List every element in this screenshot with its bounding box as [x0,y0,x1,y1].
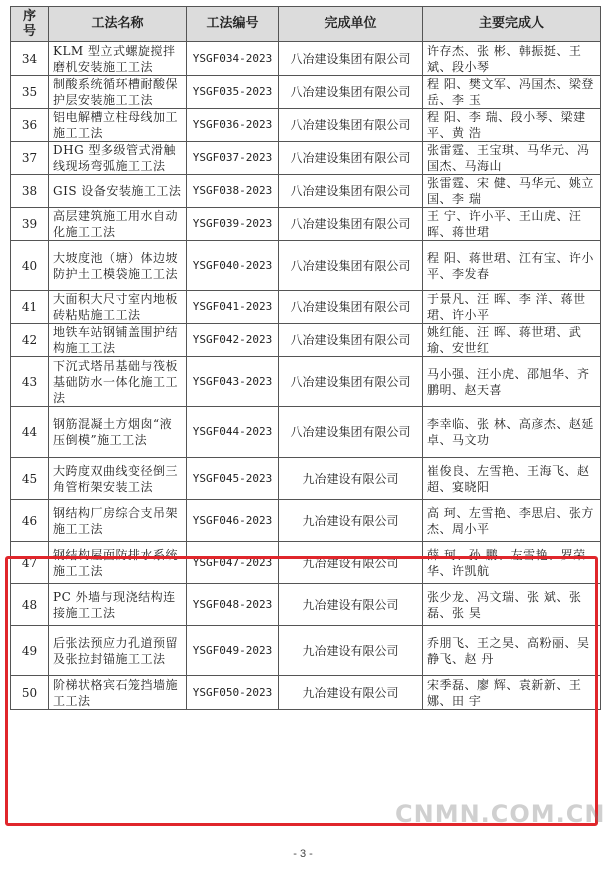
cell-code: YSGF047-2023 [187,542,279,584]
cell-people: 马小强、汪小虎、邵旭华、齐鹏明、赵天喜 [423,357,601,407]
cell-name: 下沉式塔吊基础与筏板基础防水一体化施工工法 [49,357,187,407]
cell-code: YSGF049-2023 [187,626,279,676]
cell-code: YSGF041-2023 [187,291,279,324]
header-code: 工法编号 [187,7,279,42]
cell-no: 38 [11,175,49,208]
table-row [11,175,601,208]
cell-unit: 八冶建设集团有限公司 [279,357,423,407]
table-row [11,542,601,584]
cell-unit: 八冶建设集团有限公司 [279,324,423,357]
cell-unit: 九冶建设有限公司 [279,542,423,584]
header-row [11,7,601,42]
cell-people: 张雷霆、宋 健、马华元、姚立国、李 瑞 [423,175,601,208]
table-row [11,324,601,357]
table-row [11,407,601,458]
cell-name: 大坡度池（塘）体边坡防护土工模袋施工工法 [49,241,187,291]
page-number: - 3 - [293,848,313,860]
cell-people: 崔俊良、左雪艳、王海飞、赵 超、宴晓阳 [423,458,601,500]
cell-unit: 八冶建设集团有限公司 [279,175,423,208]
cell-no: 34 [11,42,49,76]
cell-name: 制酸系统循环槽耐酸保护层安装施工工法 [49,76,187,109]
cell-people: 王 宁、许小平、王山虎、汪 晖、蒋世珺 [423,208,601,241]
cell-people: 姚红能、汪 晖、蒋世珺、武 瑜、安世红 [423,324,601,357]
cell-unit: 九冶建设有限公司 [279,676,423,710]
header-name: 工法名称 [49,7,187,42]
cell-name: GIS 设备安装施工工法 [49,175,187,208]
cell-no: 44 [11,407,49,458]
table-row [11,500,601,542]
cell-name: PC 外墙与现浇结构连接施工工法 [49,584,187,626]
cell-unit: 八冶建设集团有限公司 [279,407,423,458]
cell-code: YSGF036-2023 [187,109,279,142]
cell-code: YSGF048-2023 [187,584,279,626]
cell-people: 张雷霆、王宝琪、马华元、冯国杰、马海山 [423,142,601,175]
cell-name: 高层建筑施工用水自动化施工工法 [49,208,187,241]
cell-code: YSGF046-2023 [187,500,279,542]
table-row [11,584,601,626]
cell-unit: 九冶建设有限公司 [279,458,423,500]
cell-no: 41 [11,291,49,324]
cell-no: 36 [11,109,49,142]
cell-name: 阶梯状格宾石笼挡墙施工工法 [49,676,187,710]
cell-name: 大跨度双曲线变径倒三角管桁架安装工法 [49,458,187,500]
cell-no: 45 [11,458,49,500]
cell-no: 48 [11,584,49,626]
cell-name: 钢结构屋面防排水系统施工工法 [49,542,187,584]
cell-no: 42 [11,324,49,357]
cell-no: 47 [11,542,49,584]
cell-name: 铝电解槽立柱母线加工施工工法 [49,109,187,142]
cell-name: 地铁车站钢铺盖围护结构施工工法 [49,324,187,357]
cell-people: 于景凡、汪 晖、李 洋、蒋世珺、许小平 [423,291,601,324]
cell-code: YSGF034-2023 [187,42,279,76]
header-no: 序 号 [11,7,49,42]
table-row [11,458,601,500]
header-unit: 完成单位 [279,7,423,42]
cell-people: 李幸临、张 林、高彦杰、赵延卓、马文功 [423,407,601,458]
cell-name: KLM 型立式螺旋搅拌磨机安装施工工法 [49,42,187,76]
cell-no: 35 [11,76,49,109]
cell-name: 后张法预应力孔道预留及张拉封锚施工工法 [49,626,187,676]
cell-unit: 九冶建设有限公司 [279,584,423,626]
cell-people: 高 珂、左雪艳、李思启、张方杰、周小平 [423,500,601,542]
cell-no: 50 [11,676,49,710]
cell-unit: 八冶建设集团有限公司 [279,42,423,76]
table-row [11,241,601,291]
cell-code: YSGF040-2023 [187,241,279,291]
cell-code: YSGF050-2023 [187,676,279,710]
cell-no: 39 [11,208,49,241]
table-row [11,208,601,241]
table-row [11,626,601,676]
cell-unit: 八冶建设集团有限公司 [279,208,423,241]
cell-people: 宋季磊、廖 辉、袁新新、王 娜、田 宇 [423,676,601,710]
header-people: 主要完成人 [423,7,601,42]
table-row [11,142,601,175]
cell-code: YSGF043-2023 [187,357,279,407]
cell-unit: 八冶建设集团有限公司 [279,76,423,109]
cell-code: YSGF039-2023 [187,208,279,241]
cell-name: 大面积大尺寸室内地板砖粘贴施工工法 [49,291,187,324]
cell-unit: 八冶建设集团有限公司 [279,291,423,324]
cell-unit: 九冶建设有限公司 [279,626,423,676]
method-table [10,6,601,710]
cell-people: 张少龙、冯文瑞、张 斌、张 磊、张 昊 [423,584,601,626]
cell-no: 46 [11,500,49,542]
cell-people: 薛 珂、孙 鹏、左雪艳、罗荣华、许凯航 [423,542,601,584]
cell-people: 乔朋飞、王之昊、高粉丽、吴静飞、赵 丹 [423,626,601,676]
table-row [11,42,601,76]
table-row [11,291,601,324]
cell-people: 程 阳、樊文军、冯国杰、梁登岳、李 玉 [423,76,601,109]
table-row [11,76,601,109]
cell-name: DHG 型多级管式滑触线现场弯弧施工工法 [49,142,187,175]
watermark: CNMN.COM.CN [395,800,606,828]
cell-unit: 八冶建设集团有限公司 [279,109,423,142]
cell-people: 程 阳、李 瑞、段小琴、梁建平、黄 浩 [423,109,601,142]
cell-name: 钢筋混凝土方烟囱“液压倒模”施工工法 [49,407,187,458]
cell-code: YSGF042-2023 [187,324,279,357]
cell-unit: 八冶建设集团有限公司 [279,142,423,175]
cell-unit: 八冶建设集团有限公司 [279,241,423,291]
cell-no: 43 [11,357,49,407]
cell-no: 40 [11,241,49,291]
cell-unit: 九冶建设有限公司 [279,500,423,542]
table-row [11,676,601,710]
table-row [11,109,601,142]
cell-code: YSGF037-2023 [187,142,279,175]
cell-name: 钢结构厂房综合支吊架施工工法 [49,500,187,542]
cell-people: 许存杰、张 彬、韩振挺、王 斌、段小琴 [423,42,601,76]
cell-code: YSGF044-2023 [187,407,279,458]
cell-code: YSGF045-2023 [187,458,279,500]
cell-code: YSGF035-2023 [187,76,279,109]
cell-no: 49 [11,626,49,676]
cell-people: 程 阳、蒋世珺、江有宝、许小平、李发春 [423,241,601,291]
table-row [11,357,601,407]
cell-code: YSGF038-2023 [187,175,279,208]
cell-no: 37 [11,142,49,175]
